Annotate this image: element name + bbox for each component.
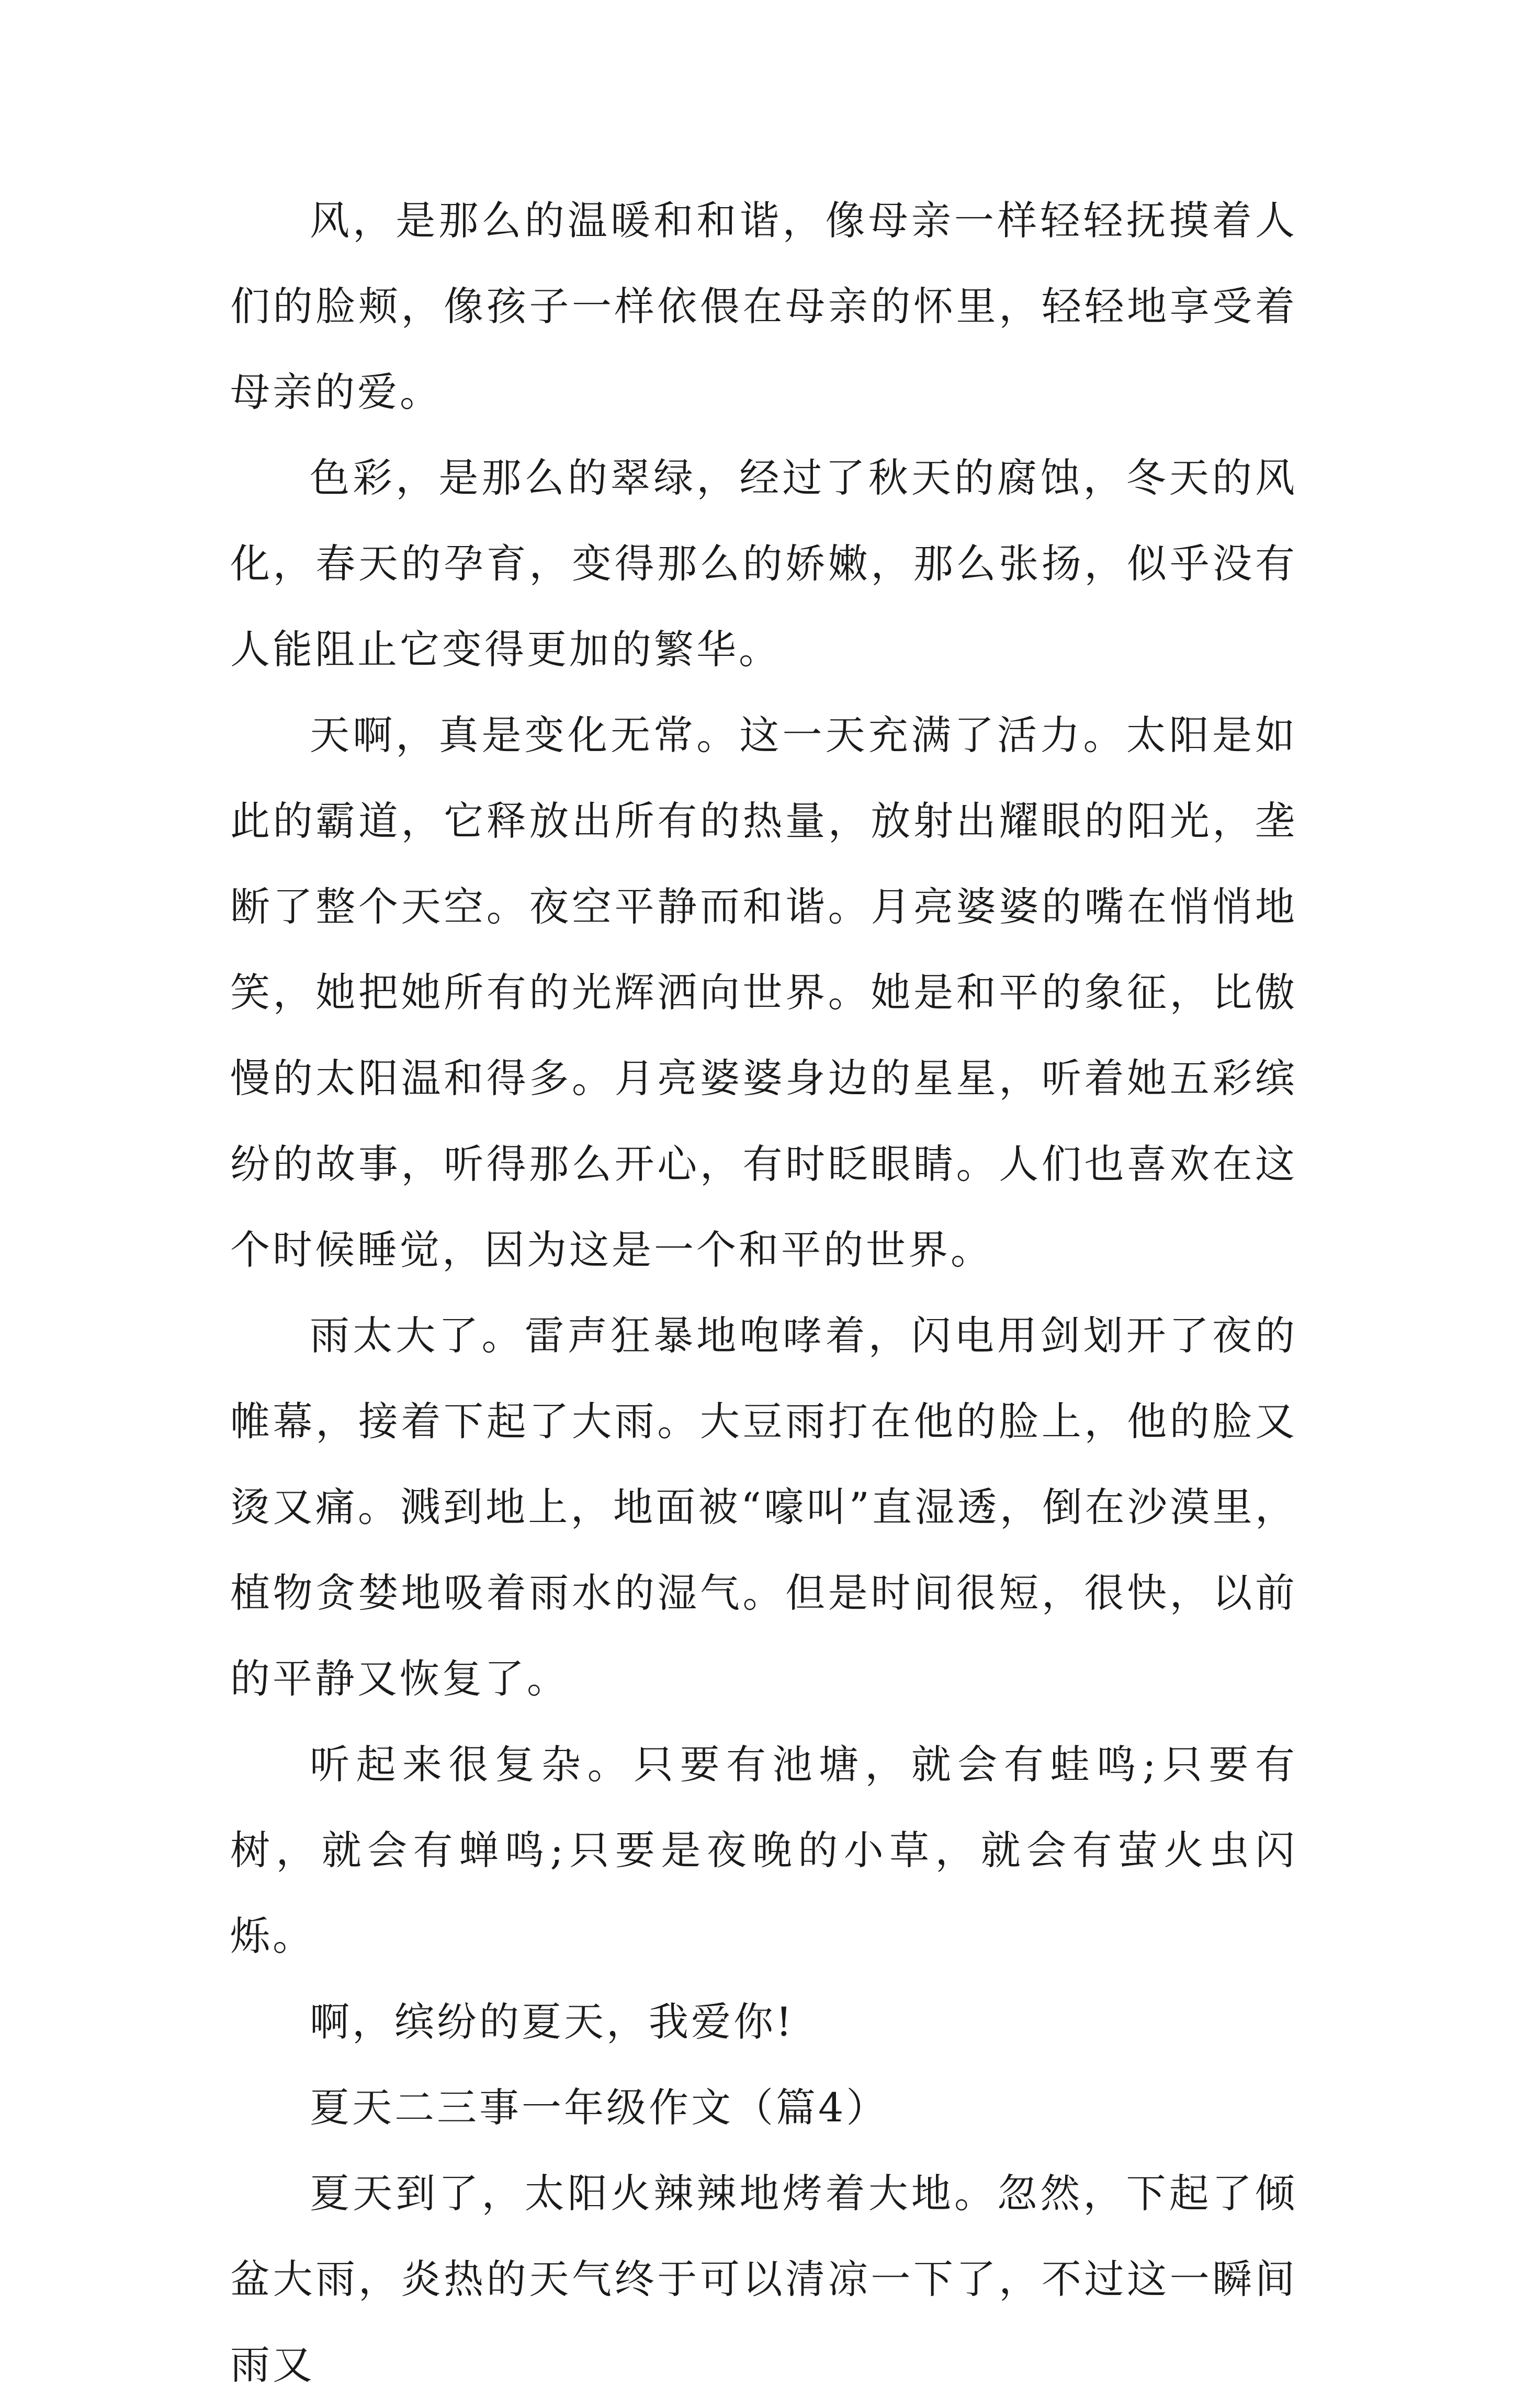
paragraph-sky: 天啊，真是变化无常。这一天充满了活力。太阳是如此的霸道，它释放出所有的热量，放射出耀眼的阳光，垄断了整个天空。夜空平静而和谐。月亮婆婆的嘴在悄悄地笑，她把她所有的光辉洒向世界。她是和平的象征，比傲慢的太阳温和得多。月亮婆婆身边的星星，听着她五彩缤纷的故事，听得那么开心，有时眨眼睛。人们也喜欢在这个时候睡觉，因为这是一个和平的世界。: [230, 712, 1297, 1273]
paragraph-sound: 听起来很复杂。只要有池塘，就会有蛙鸣;只要有树，就会有蝉鸣;只要是夜晚的小草，就会有萤火虫闪烁。: [230, 1741, 1297, 1959]
paragraph-rain: 雨太大了。雷声狂暴地咆哮着，闪电用剑划开了夜的帷幕，接着下起了大雨。大豆雨打在他的脸上，他的脸又烫又痛。溅到地上，地面被“嚎叫”直湿透，倒在沙漠里，植物贪婪地吸着雨水的湿气。但是时间很短，很快，以前的平静又恢复了。: [230, 1312, 1297, 1702]
paragraph-color: 色彩，是那么的翠绿，经过了秋天的腐蚀，冬天的风化，春天的孕育，变得那么的娇嫩，那么张扬，似乎没有人能阻止它变得更加的繁华。: [230, 455, 1297, 673]
paragraph-closing: 啊，缤纷的夏天，我爱你!: [310, 1998, 795, 2045]
paragraph-summer-start: 夏天到了，太阳火辣辣地烤着大地。忽然，下起了倾盆大雨，炎热的天气终于可以清凉一下了，不过这一瞬间雨又: [230, 2170, 1297, 2388]
document-body: [230, 178, 1297, 2408]
section-heading: 夏天二三事一年级作文（篇4）: [310, 2084, 889, 2131]
paragraph-wind: 风，是那么的温暖和和谐，像母亲一样轻轻抚摸着人们的脸颊，像孩子一样依偎在母亲的怀里，轻轻地享受着母亲的爱。: [230, 197, 1297, 415]
